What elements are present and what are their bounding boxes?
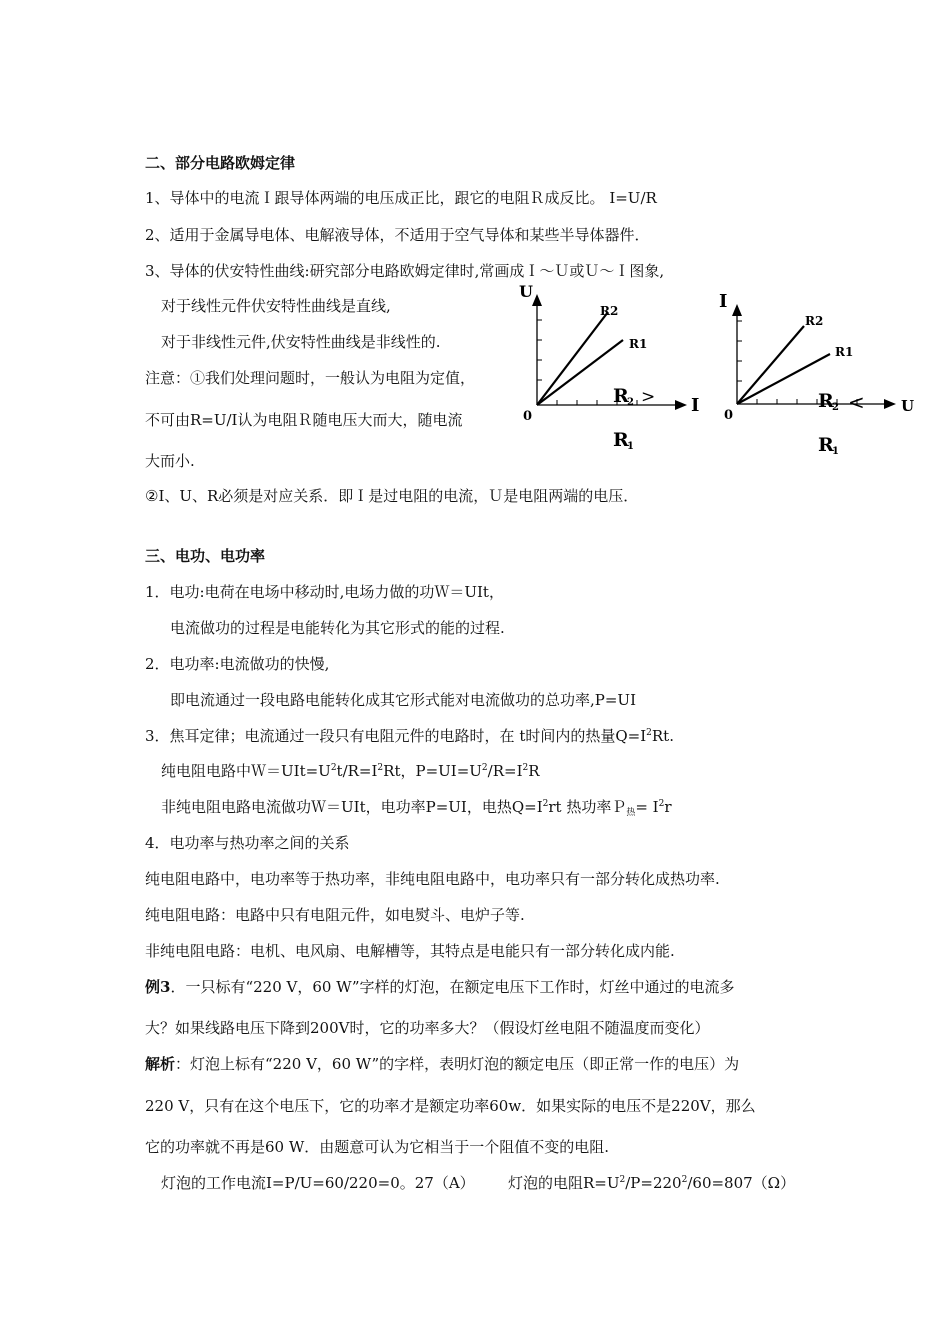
line-r2: [737, 326, 804, 404]
section2-note2: ②I、U、R必须是对应关系．即Ｉ是过电阻的电流，Ｕ是电阻两端的电压．: [145, 487, 639, 505]
solution-current: 灯泡的工作电流I=P/U=60/220=0。27（A）: [161, 1174, 475, 1192]
section3-p7: 非纯电阻电路：电机、电风扇、电解槽等，其特点是电能只有一部分转化成内能.: [145, 942, 675, 960]
section2-p3b: 对于非线性元件,伏安特性曲线是非线性的.: [161, 333, 441, 351]
section2-p3a: 对于线性元件伏安特性曲线是直线,: [161, 297, 391, 315]
compare-left-sub: 2: [832, 402, 839, 413]
example-3-line1: 例3．一只标有“220 V，60 W”字样的灯泡，在额定电压下工作时，灯丝中通过的电流多: [145, 978, 735, 996]
line-r1-label: R1: [835, 345, 854, 359]
example-3-line2: 大？如果线路电压下降到200V时，它的功率多大？（假设灯丝电阻不随温度而变化）: [145, 1019, 710, 1037]
solution-label: 解析: [145, 1055, 176, 1073]
section3-p1a: 电流做功的过程是电能转化为其它形式的能的过程.: [170, 619, 505, 637]
solution-line1: 解析：灯泡上标有“220 V，60 W”的字样，表明灯泡的额定电压（即正常一作的电压）为: [145, 1055, 740, 1073]
section2-p1: 1、导体中的电流Ｉ跟导体两端的电压成正比，跟它的电阻Ｒ成反比。 I=U/R: [145, 189, 657, 207]
x-axis-label: I: [691, 395, 700, 416]
solution-line2: 220 V，只有在这个电压下，它的功率才是额定功率60w．如果实际的电压不是220V，那么: [145, 1097, 756, 1115]
section3-p3a: 纯电阻电路中$W=UIt=U^2t/R=I^2Rt$，$P=UI=U^2/R=I^2R$: [161, 762, 540, 780]
graph-u-i: [505, 280, 720, 455]
section2-p2: 2、适用于金属导电体、电解液导体，不适用于空气导体和某些半导体器件．: [145, 226, 650, 244]
section3-title: 三、电功、电功率: [145, 547, 266, 565]
compare-sign: <: [848, 390, 865, 414]
compare-right-sub: 1: [627, 441, 634, 452]
compare-right: R: [818, 434, 834, 456]
x-axis-arrow: [884, 399, 896, 409]
x-axis-label: U: [901, 397, 915, 415]
compare-left: R: [613, 385, 629, 407]
y-axis-arrow: [532, 294, 542, 306]
line-r2-label: R2: [805, 314, 824, 328]
y-axis-label: I: [719, 291, 728, 312]
section2-p3: 3、导体的伏安特性曲线:研究部分电路欧姆定律时,常画成Ｉ～Ｕ或Ｕ～Ｉ图象,: [145, 262, 665, 280]
y-axis-arrow: [732, 304, 742, 316]
x-axis-arrow: [675, 400, 687, 410]
compare-right-sub: 1: [832, 446, 839, 457]
section2-note1b: 不可由R=U/I认为电阻Ｒ随电压大而大，随电流: [145, 411, 463, 429]
line-r2-label: R2: [600, 304, 619, 318]
section3-p3b: 非纯电阻电路电流做功Ｗ＝UIt，电功率P=UI，电热$Q=I^2rt$ 热功率Ｐ$_热$= $I^2r$: [161, 798, 672, 818]
section3-p3: 3．焦耳定律；电流通过一段只有电阻元件的电路时，在 t时间内的热量$Q=I^2Rt$.: [145, 727, 674, 745]
solution-line3: 它的功率就不再是60 W．由题意可认为它相当于一个阻值不变的电阻.: [145, 1138, 610, 1156]
section3-p5: 纯电阻电路中，电功率等于热功率，非纯电阻电路中，电功率只有一部分转化成热功率.: [145, 870, 720, 888]
origin-label: 0: [724, 408, 734, 423]
section2-note1a: 注意：①我们处理问题时，一般认为电阻为定值，: [145, 369, 476, 387]
section3-p2: 2．电功率:电流做功的快慢,: [145, 655, 330, 673]
y-axis-label: U: [519, 282, 533, 301]
compare-left: R: [818, 390, 834, 412]
section2-title: 二、部分电路欧姆定律: [145, 154, 296, 172]
line-r1: [737, 354, 830, 404]
line-r1-label: R1: [629, 337, 648, 351]
compare-sign: >: [641, 387, 656, 407]
compare-right: R: [613, 429, 629, 451]
origin-label: 0: [523, 409, 533, 424]
section2-note1c: 大而小.: [145, 452, 195, 470]
solution-resistance: 灯泡的电阻$R=U^2/P=220^2/60=807(\Omega)$: [508, 1174, 796, 1192]
example-label: 例3: [145, 978, 171, 996]
section3-p6: 纯电阻电路：电路中只有电阻元件，如电熨斗、电炉子等.: [145, 906, 525, 924]
section3-p2a: 即电流通过一段电路电能转化成其它形式能对电流做功的总功率,P=UI: [170, 691, 636, 709]
section3-p4: 4．电功率与热功率之间的关系: [145, 834, 350, 852]
compare-left-sub: 2: [627, 397, 634, 408]
graph-i-u: [712, 286, 927, 461]
section3-p1: 1．电功:电荷在电场中移动时,电场力做的功Ｗ＝UIt，: [145, 583, 504, 601]
